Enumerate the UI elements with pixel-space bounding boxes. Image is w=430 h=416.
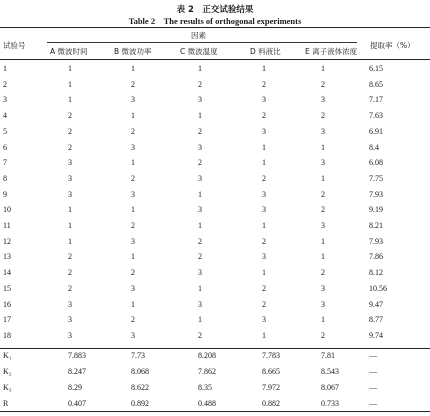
factor-a-cell: 2 bbox=[68, 252, 72, 262]
factor-e-cell: 2 bbox=[321, 79, 325, 89]
extraction-yield-cell: 9.19 bbox=[369, 205, 383, 215]
factor-c-cell: 0.488 bbox=[198, 399, 216, 408]
factor-b-cell: 3 bbox=[131, 189, 135, 199]
factor-a-cell: 2 bbox=[68, 268, 72, 278]
trial-number-cell: 10 bbox=[3, 205, 11, 215]
factor-e-cell: 3 bbox=[321, 126, 325, 136]
extraction-yield-cell: — bbox=[369, 399, 377, 408]
factor-a-cell: 3 bbox=[68, 299, 72, 309]
factor-d-cell: 1 bbox=[262, 142, 266, 152]
trial-number-cell: 12 bbox=[3, 236, 11, 246]
column-header-d: D 料液比 bbox=[250, 47, 281, 56]
factor-d-cell: 1 bbox=[262, 268, 266, 278]
trial-number-cell: 9 bbox=[3, 189, 7, 199]
factor-a-cell: 7.883 bbox=[68, 351, 86, 360]
extraction-yield-cell: 7.93 bbox=[369, 236, 383, 246]
factor-b-cell: 8.622 bbox=[131, 383, 149, 392]
factor-e-cell: 2 bbox=[321, 189, 325, 199]
extraction-yield-cell: 8.77 bbox=[369, 315, 383, 325]
column-header-e: E 离子液体浓度 bbox=[305, 47, 358, 56]
factor-c-cell: 2 bbox=[198, 252, 202, 262]
factor-e-cell: 3 bbox=[321, 158, 325, 168]
extraction-yield-cell: 6.15 bbox=[369, 64, 383, 73]
factor-c-cell: 1 bbox=[198, 64, 202, 73]
factor-a-cell: 1 bbox=[68, 205, 72, 215]
factor-c-cell: 3 bbox=[198, 268, 202, 278]
factor-a-cell: 1 bbox=[68, 95, 72, 105]
factor-e-cell: 1 bbox=[321, 142, 325, 152]
factor-c-cell: 3 bbox=[198, 299, 202, 309]
factor-a-cell: 1 bbox=[68, 236, 72, 246]
summary-rule bbox=[0, 348, 430, 349]
factor-c-cell: 2 bbox=[198, 330, 202, 340]
factor-c-cell: 2 bbox=[198, 158, 202, 168]
extraction-yield-cell: 9.47 bbox=[369, 299, 383, 309]
extraction-yield-cell: 7.17 bbox=[369, 95, 383, 105]
trial-number-cell: 16 bbox=[3, 299, 11, 309]
factor-a-cell: 2 bbox=[68, 111, 72, 121]
factor-a-cell: 1 bbox=[68, 221, 72, 230]
extraction-yield-cell: 6.08 bbox=[369, 158, 383, 168]
factor-c-cell: 1 bbox=[198, 189, 202, 199]
factor-e-cell: 3 bbox=[321, 283, 325, 293]
factor-b-cell: 3 bbox=[131, 236, 135, 246]
trial-number-cell: K₂ bbox=[3, 367, 12, 376]
factor-e-cell: 1 bbox=[321, 315, 325, 325]
extraction-yield-cell: 10.56 bbox=[369, 283, 387, 293]
extraction-yield-cell: 9.74 bbox=[369, 330, 383, 340]
factor-c-cell: 8.208 bbox=[198, 351, 216, 360]
factor-c-cell: 1 bbox=[198, 283, 202, 293]
factor-a-cell: 3 bbox=[68, 158, 72, 168]
factor-e-cell: 3 bbox=[321, 95, 325, 105]
trial-number-header: 试验号 bbox=[3, 41, 26, 50]
factor-b-cell: 1 bbox=[131, 158, 135, 168]
trial-number-cell: 11 bbox=[3, 221, 11, 230]
trial-number-cell: K₃ bbox=[3, 383, 12, 392]
factor-c-cell: 3 bbox=[198, 95, 202, 105]
factor-e-cell: 8.543 bbox=[321, 367, 339, 376]
extraction-yield-cell: 8.21 bbox=[369, 221, 383, 230]
factor-a-cell: 8.247 bbox=[68, 367, 86, 376]
header-rule bbox=[0, 59, 430, 60]
column-header-b: B 微波功率 bbox=[114, 47, 152, 56]
factor-d-cell: 2 bbox=[262, 173, 266, 183]
factor-e-cell: 3 bbox=[321, 299, 325, 309]
factor-a-cell: 3 bbox=[68, 189, 72, 199]
column-header-a: A 微波时间 bbox=[50, 47, 88, 56]
trial-number-cell: 8 bbox=[3, 173, 7, 183]
trial-number-cell: 1 bbox=[3, 64, 7, 73]
factor-b-cell: 1 bbox=[131, 111, 135, 121]
factor-b-cell: 2 bbox=[131, 79, 135, 89]
factors-subrule bbox=[47, 42, 357, 43]
extraction-yield-cell: — bbox=[369, 383, 377, 392]
factor-c-cell: 1 bbox=[198, 315, 202, 325]
factor-d-cell: 1 bbox=[262, 330, 266, 340]
factor-c-cell: 1 bbox=[198, 221, 202, 230]
extraction-yield-cell: 8.12 bbox=[369, 268, 383, 278]
factor-e-cell: 1 bbox=[321, 173, 325, 183]
factor-a-cell: 3 bbox=[68, 173, 72, 183]
trial-number-cell: 18 bbox=[3, 330, 11, 340]
trial-number-cell: R bbox=[3, 399, 9, 408]
top-rule bbox=[0, 27, 430, 28]
factor-b-cell: 1 bbox=[131, 299, 135, 309]
factor-e-cell: 3 bbox=[321, 221, 325, 230]
factor-b-cell: 1 bbox=[131, 252, 135, 262]
bottom-rule bbox=[0, 411, 430, 412]
factor-b-cell: 8.068 bbox=[131, 367, 149, 376]
factor-a-cell: 1 bbox=[68, 64, 72, 73]
factor-e-cell: 2 bbox=[321, 111, 325, 121]
factor-d-cell: 3 bbox=[262, 315, 266, 325]
extraction-yield-cell: 7.93 bbox=[369, 189, 383, 199]
factor-a-cell: 3 bbox=[68, 315, 72, 325]
extraction-yield-cell: 7.75 bbox=[369, 173, 383, 183]
factor-d-cell: 8.665 bbox=[262, 367, 280, 376]
factor-b-cell: 2 bbox=[131, 268, 135, 278]
trial-number-cell: K₁ bbox=[3, 351, 12, 360]
factor-d-cell: 1 bbox=[262, 221, 266, 230]
factor-e-cell: 7.81 bbox=[321, 351, 335, 360]
trial-number-cell: 6 bbox=[3, 142, 7, 152]
factor-d-cell: 7.783 bbox=[262, 351, 280, 360]
trial-number-cell: 5 bbox=[3, 126, 7, 136]
factor-d-cell: 2 bbox=[262, 299, 266, 309]
factor-b-cell: 2 bbox=[131, 173, 135, 183]
extraction-yield-cell: — bbox=[369, 367, 377, 376]
factor-d-cell: 3 bbox=[262, 126, 266, 136]
factor-d-cell: 2 bbox=[262, 236, 266, 246]
factor-e-cell: 2 bbox=[321, 268, 325, 278]
factor-b-cell: 3 bbox=[131, 95, 135, 105]
extraction-yield-cell: 8.4 bbox=[369, 142, 379, 152]
table-title-english: Table 2 The results of orthogonal experiments bbox=[128, 16, 302, 26]
extraction-yield-cell: — bbox=[369, 351, 377, 360]
factor-c-cell: 3 bbox=[198, 173, 202, 183]
factor-d-cell: 2 bbox=[262, 111, 266, 121]
factors-group-header: 因素 bbox=[191, 31, 206, 40]
factor-d-cell: 3 bbox=[262, 95, 266, 105]
table-title-chinese: 表 2 正交试验结果 bbox=[176, 5, 254, 15]
factor-b-cell: 0.892 bbox=[131, 399, 149, 408]
factor-b-cell: 3 bbox=[131, 330, 135, 340]
factor-c-cell: 7.862 bbox=[198, 367, 216, 376]
factor-e-cell: 1 bbox=[321, 252, 325, 262]
factor-b-cell: 2 bbox=[131, 315, 135, 325]
trial-number-cell: 13 bbox=[3, 252, 11, 262]
factor-a-cell: 1 bbox=[68, 79, 72, 89]
factor-a-cell: 2 bbox=[68, 142, 72, 152]
trial-number-cell: 14 bbox=[3, 268, 11, 278]
trial-number-cell: 3 bbox=[3, 95, 7, 105]
factor-d-cell: 7.972 bbox=[262, 383, 280, 392]
factor-b-cell: 3 bbox=[131, 142, 135, 152]
factor-d-cell: 3 bbox=[262, 252, 266, 262]
factor-e-cell: 8.067 bbox=[321, 383, 339, 392]
factor-a-cell: 8.29 bbox=[68, 383, 82, 392]
factor-b-cell: 2 bbox=[131, 221, 135, 230]
factor-d-cell: 3 bbox=[262, 205, 266, 215]
factor-e-cell: 0.733 bbox=[321, 399, 339, 408]
factor-e-cell: 2 bbox=[321, 205, 325, 215]
trial-number-cell: 15 bbox=[3, 283, 11, 293]
factor-b-cell: 3 bbox=[131, 283, 135, 293]
trial-number-cell: 7 bbox=[3, 158, 7, 168]
factor-d-cell: 0.882 bbox=[262, 399, 280, 408]
factor-e-cell: 1 bbox=[321, 236, 325, 246]
factor-c-cell: 3 bbox=[198, 205, 202, 215]
factor-c-cell: 2 bbox=[198, 126, 202, 136]
factor-e-cell: 1 bbox=[321, 64, 325, 73]
factor-b-cell: 1 bbox=[131, 64, 135, 73]
factor-c-cell: 8.35 bbox=[198, 383, 212, 392]
extraction-yield-cell: 7.63 bbox=[369, 111, 383, 121]
factor-d-cell: 2 bbox=[262, 79, 266, 89]
extraction-yield-cell: 7.86 bbox=[369, 252, 383, 262]
trial-number-cell: 2 bbox=[3, 79, 7, 89]
trial-number-cell: 4 bbox=[3, 111, 7, 121]
factor-a-cell: 0.407 bbox=[68, 399, 86, 408]
factor-a-cell: 3 bbox=[68, 330, 72, 340]
factor-c-cell: 2 bbox=[198, 79, 202, 89]
yield-header: 提取率（%） bbox=[370, 41, 415, 50]
factor-d-cell: 2 bbox=[262, 283, 266, 293]
factor-a-cell: 2 bbox=[68, 126, 72, 136]
extraction-yield-cell: 8.65 bbox=[369, 79, 383, 89]
factor-c-cell: 3 bbox=[198, 142, 202, 152]
extraction-yield-cell: 6.91 bbox=[369, 126, 383, 136]
factor-c-cell: 2 bbox=[198, 236, 202, 246]
factor-b-cell: 2 bbox=[131, 126, 135, 136]
factor-a-cell: 2 bbox=[68, 283, 72, 293]
factor-e-cell: 2 bbox=[321, 330, 325, 340]
factor-c-cell: 1 bbox=[198, 111, 202, 121]
trial-number-cell: 17 bbox=[3, 315, 11, 325]
factor-d-cell: 1 bbox=[262, 64, 266, 73]
factor-d-cell: 3 bbox=[262, 189, 266, 199]
factor-d-cell: 1 bbox=[262, 158, 266, 168]
factor-b-cell: 7.73 bbox=[131, 351, 145, 360]
factor-b-cell: 1 bbox=[131, 205, 135, 215]
column-header-c: C 微波温度 bbox=[180, 47, 218, 56]
